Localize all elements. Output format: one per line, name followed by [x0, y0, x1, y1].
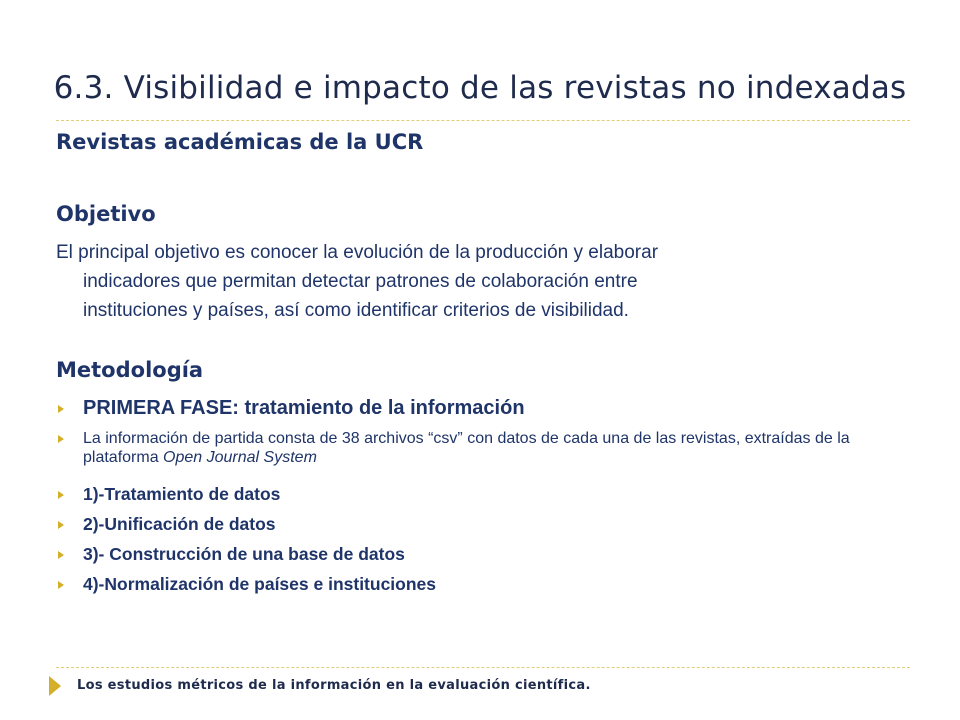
bullet-text: PRIMERA FASE: tratamiento de la información [83, 397, 525, 419]
objective-line-3: instituciones y países, así como identificar criterios de visibilidad. [83, 300, 629, 321]
triangle-right-icon [58, 521, 64, 529]
bullet-text: 4)-Normalización de países e instituciones [83, 574, 437, 594]
list-item-step1 [56, 481, 916, 511]
methodology-heading: Metodología [56, 358, 204, 382]
bullet-italic-text: Open Journal System [163, 449, 317, 466]
objective-paragraph [56, 238, 856, 325]
bullet-text: 3)- Construcción de una base de datos [83, 544, 405, 564]
list-item-step4 [56, 571, 916, 601]
slide-title: 6.3. Visibilidad e impacto de las revistas no indexadas [53, 70, 907, 106]
triangle-right-icon [49, 676, 61, 696]
bullet-text: 1)-Tratamiento de datos [83, 484, 281, 504]
objective-line-2: indicadores que permitan detectar patrones de colaboración entre [83, 271, 638, 292]
subtitle-heading: Revistas académicas de la UCR [56, 130, 424, 154]
triangle-right-icon [58, 491, 64, 499]
list-item-step2 [56, 511, 916, 541]
bullet-text: 2)-Unificación de datos [83, 514, 276, 534]
footer-text: Los estudios métricos de la información en la evaluación científica. [77, 678, 591, 693]
triangle-right-icon [58, 435, 64, 443]
footer-divider [56, 667, 910, 668]
bullet-text: La información de partida consta de 38 archivos “csv” con datos de cada una de las revistas, extraídas de la plataforma [83, 430, 850, 466]
objective-heading: Objetivo [56, 202, 156, 226]
list-item-first-phase [56, 393, 916, 427]
objective-line-1: El principal objetivo es conocer la evolución de la producción y elaborar [56, 242, 659, 263]
triangle-right-icon [58, 551, 64, 559]
list-item-step3 [56, 541, 916, 571]
title-divider [56, 120, 910, 121]
list-item-info [56, 427, 916, 481]
triangle-right-icon [58, 581, 64, 589]
triangle-right-icon [58, 405, 64, 413]
methodology-list [56, 393, 916, 601]
